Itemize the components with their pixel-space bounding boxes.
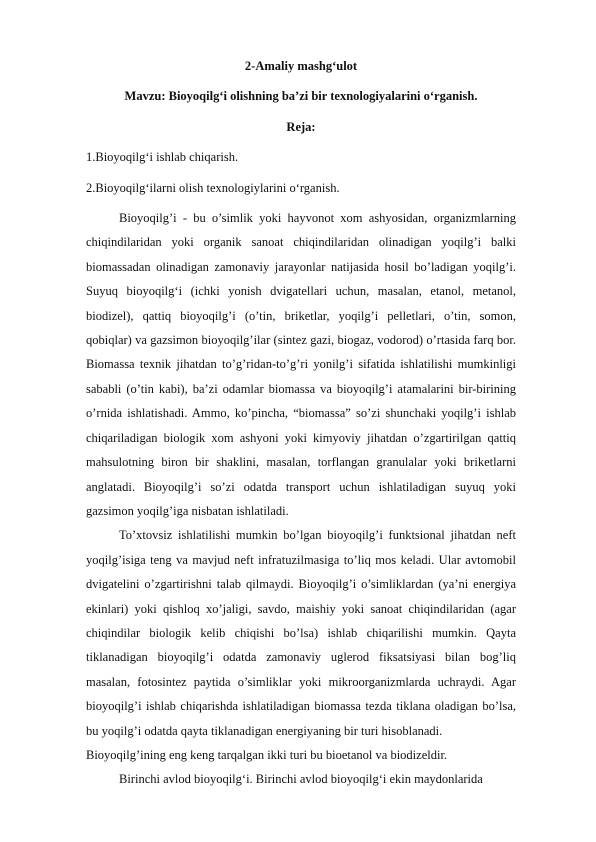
paragraph-first-generation: Birinchi avlod bioyoqilg‘i. Birinchi avlod bioyoqilg‘i ekin maydonlarida	[119, 772, 483, 787]
paragraph-bioyoqilgi-definition: Bioyoqilg’i - bu o’simlik yoki hayvonot xom ashyosidan, organizmlarning chiqindilaridan yoki organik sanoat chiqindilaridan olinadigan yoqilg’i balki biomassadan olinadigan zamonaviy jarayonlar natijasida hosil bo’ladigan yoqilg’i. Suyuq bioyoqilg‘i (ichki yonish dvigatellari uchun, masalan, etanol, metanol, biodizel), qattiq bioyoqilg’i (o’tin, briketlar, yoqilg’i pelletlari, o’tin, somon, qobiqlar) va gazsimon bioyoqilg’ilar (sintez gazi, biogaz, vodorod) o’rtasida farq bor. Biomassa texnik jihatdan to’g’ridan-to’g’ri yonilg’i sifatida ishlatilishi mumkinligi sababli (o’tin kabi), ba’zi odamlar biomassa va bioyoqilg’i atamalarini bir-birining o’rnida ishlatishadi. Ammo, ko’pincha, “biomassa” so’zi shunchaki yoqilg’i ishlab chiqariladigan biologik xom ashyoni yoki kimyoviy jihatdan o’zgartirilgan qattiq mahsulotning biron bir shaklini, masalan, torflangan granulalar yoki briketlarni anglatadi. Bioyoqilg’i so’zi odatda transport uchun ishlatiladigan suyuq yoki gazsimon yoqilg’iga nisbatan ishlatiladi.	[86, 211, 516, 518]
plan-item-2: 2.Bioyoqilg‘ilarni olish texnologiylarini o‘rganish.	[86, 180, 340, 195]
page-title: 2-Amaliy mashg‘ulot	[244, 59, 358, 73]
plan-item-1: 1.Bioyoqilg‘i ishlab chiqarish.	[86, 150, 239, 165]
paragraph-common-types: Bioyoqilg’ining eng keng tarqalgan ikki turi bu bioetanol va biodizeldir.	[86, 747, 448, 762]
document-page	[86, 54, 516, 792]
topic-subtitle: Mavzu: Bioyoqilg‘i olishning ba’zi bir texnologiyalarini o‘rganish.	[124, 89, 478, 104]
paragraph-uninterrupted-use: To’xtovsiz ishlatilishi mumkin bo’lgan bioyoqilg’i funktsional jihatdan neft yoqilg’isiga teng va mavjud neft infratuzilmasiga to’liq mos keladi. Ular avtomobil dvigatelini o’zgartirishni talab qilmaydi. Bioyoqilg’i o’simliklardan (ya’ni energiya ekinlari) yoki qishloq xo’jaligi, savdo, maishiy yoki sanoat chiqindilaridan (agar chiqindilar biologik kelib chiqishi bo’lsa) ishlab chiqarilishi mumkin. Qayta tiklanadigan bioyoqilg’i odatda zamonaviy uglerod fiksatsiyasi bilan bog’liq masalan, fotosintez paytida o’simliklar yoki mikroorganizmlarda uchraydi. Agar bioyoqilg’i ishlab chiqarishda ishlatiladigan biomassa tezda tiklana oladigan bo’lsa, bu yoqilg’i odatda qayta tiklanadigan energiyaning bir turi hisoblanadi.	[86, 528, 516, 738]
plan-heading: Reja:	[286, 119, 316, 134]
